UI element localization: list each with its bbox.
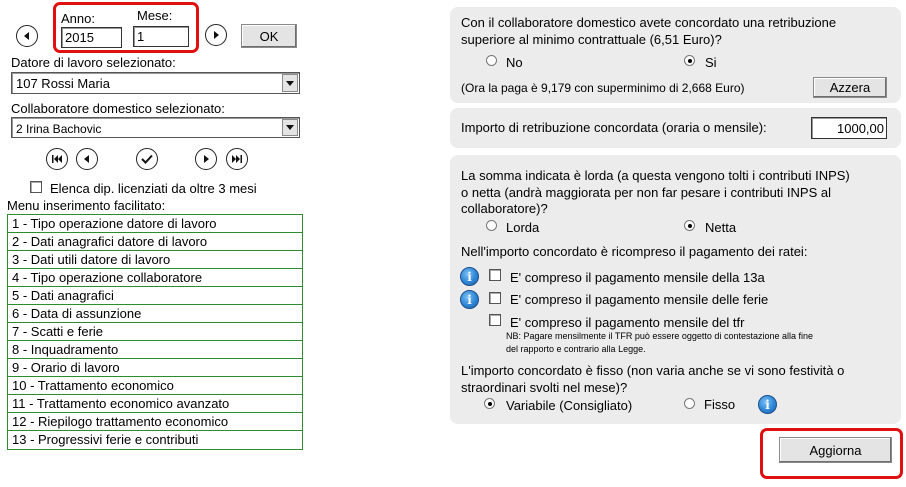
menu-item[interactable]: 10 - Trattamento economico <box>8 377 302 395</box>
licenziati-checkbox[interactable] <box>30 181 42 193</box>
menu-item[interactable]: 2 - Dati anagrafici datore di lavoro <box>8 233 302 251</box>
worker-label: Collaboratore domestico selezionato: <box>11 101 225 116</box>
employer-select[interactable] <box>11 72 300 94</box>
mese-label: Mese: <box>137 8 173 23</box>
menu-item[interactable]: 1 - Tipo operazione datore di lavoro <box>8 215 302 233</box>
triangle-right-icon <box>211 30 221 40</box>
fisso-radio[interactable] <box>684 398 695 409</box>
menu-item[interactable]: 8 - Inquadramento <box>8 341 302 359</box>
netta-radio[interactable] <box>684 220 695 231</box>
netta-label: Netta <box>705 220 737 235</box>
tfr-note-line2: del rapporto e contrario alla Legge. <box>506 344 646 354</box>
ok-button[interactable]: OK <box>241 24 297 48</box>
aggiorna-button[interactable]: Aggiorna <box>779 437 892 463</box>
menu-item[interactable]: 9 - Orario di lavoro <box>8 359 302 377</box>
q1-line1: Con il collaboratore domestico avete concordato una retribuzione <box>461 15 837 30</box>
employer-selected: 107 Rossi Maria <box>16 76 110 91</box>
menu-item[interactable]: 4 - Tipo operazione collaboratore <box>8 269 302 287</box>
anno-label: Anno: <box>61 11 95 26</box>
fisso-question-line1: L'importo concordato è fisso (non varia anche se vi sono festività o <box>461 363 845 378</box>
menu-item[interactable]: 3 - Dati utili datore di lavoro <box>8 251 302 269</box>
menu-title: Menu inserimento facilitato: <box>7 198 166 213</box>
next-record-button[interactable] <box>195 148 217 170</box>
retribuzione-superiore-panel <box>450 7 901 103</box>
worker-select[interactable] <box>11 117 300 138</box>
q1-si-label: Si <box>705 55 717 70</box>
ferie-label: E' compreso il pagamento mensile delle ferie <box>510 292 769 307</box>
triangle-left-icon <box>22 31 32 41</box>
q3-line2: o netta (andrà maggiorata per non far pesare i contributi INPS al <box>461 185 831 200</box>
lorda-radio[interactable] <box>486 220 497 231</box>
q1-si-radio[interactable] <box>684 55 695 66</box>
worker-selected: 2 Irina Bachovic <box>16 122 102 136</box>
q1-line2: superiore al minimo contrattuale (6,51 Euro)? <box>461 32 722 47</box>
q1-note: (Ora la paga è 9,179 con superminimo di 2,668 Euro) <box>461 81 745 95</box>
q3-line3: collaboratore)? <box>461 201 548 216</box>
dropdown-arrow-icon[interactable] <box>282 119 298 136</box>
ratei-title: Nell'importo concordato è ricompreso il pagamento dei ratei: <box>461 244 808 259</box>
prev-month-button[interactable] <box>16 25 38 47</box>
menu-item[interactable]: 11 - Trattamento economico avanzato <box>8 395 302 413</box>
prev-record-button[interactable] <box>76 148 98 170</box>
first-record-button[interactable] <box>46 148 68 170</box>
lorda-label: Lorda <box>506 220 540 235</box>
menu-list <box>7 214 303 450</box>
last-record-button[interactable] <box>226 148 248 170</box>
skip-first-icon <box>51 154 63 164</box>
tredicesima-checkbox[interactable] <box>489 269 501 281</box>
skip-last-icon <box>231 154 243 164</box>
tfr-checkbox[interactable] <box>489 314 501 326</box>
menu-item[interactable]: 12 - Riepilogo trattamento economico <box>8 413 302 431</box>
info-icon[interactable]: i <box>460 290 479 309</box>
menu-item[interactable]: 13 - Progressivi ferie e contributi <box>12 432 199 447</box>
azzera-button[interactable]: Azzera <box>813 77 887 98</box>
menu-item[interactable]: 7 - Scatti e ferie <box>8 323 302 341</box>
triangle-right-icon <box>201 154 211 164</box>
q1-no-label: No <box>506 55 523 70</box>
fisso-label: Fisso <box>704 397 736 412</box>
q1-no-radio[interactable] <box>486 55 497 66</box>
info-icon[interactable]: i <box>758 395 777 414</box>
info-icon[interactable]: i <box>460 267 479 286</box>
ferie-checkbox[interactable] <box>489 292 501 304</box>
importo-input[interactable] <box>811 117 887 139</box>
confirm-button[interactable] <box>136 148 158 170</box>
menu-item[interactable]: 6 - Data di assunzione <box>8 305 302 323</box>
triangle-left-icon <box>82 154 92 164</box>
q3-line1: La somma indicata è lorda (a questa vengono tolti i contributi INPS) <box>461 168 850 183</box>
employer-label: Datore di lavoro selezionato: <box>11 55 176 70</box>
check-icon <box>141 154 153 164</box>
fisso-question-line2: straordinari svolti nel mese)? <box>461 380 628 395</box>
dropdown-arrow-icon[interactable] <box>282 74 298 92</box>
period-highlight <box>53 2 199 53</box>
menu-item[interactable]: 5 - Dati anagrafici <box>8 287 302 305</box>
next-month-button[interactable] <box>205 24 227 46</box>
licenziati-label: Elenca dip. licenziati da oltre 3 mesi <box>50 181 257 196</box>
variabile-radio[interactable] <box>484 398 495 409</box>
importo-panel <box>450 108 901 148</box>
lorda-netta-panel <box>450 155 901 424</box>
tredicesima-label: E' compreso il pagamento mensile della 13a <box>510 270 765 285</box>
variabile-label: Variabile (Consigliato) <box>506 398 633 413</box>
tfr-label: E' compreso il pagamento mensile del tfr <box>510 315 745 330</box>
q2-label: Importo di retribuzione concordata (oraria o mensile): <box>461 120 767 135</box>
tfr-note-line1: NB: Pagare mensilmente il TFR può essere oggetto di contestazione alla fine <box>506 331 814 341</box>
aggiorna-highlight <box>760 428 903 479</box>
